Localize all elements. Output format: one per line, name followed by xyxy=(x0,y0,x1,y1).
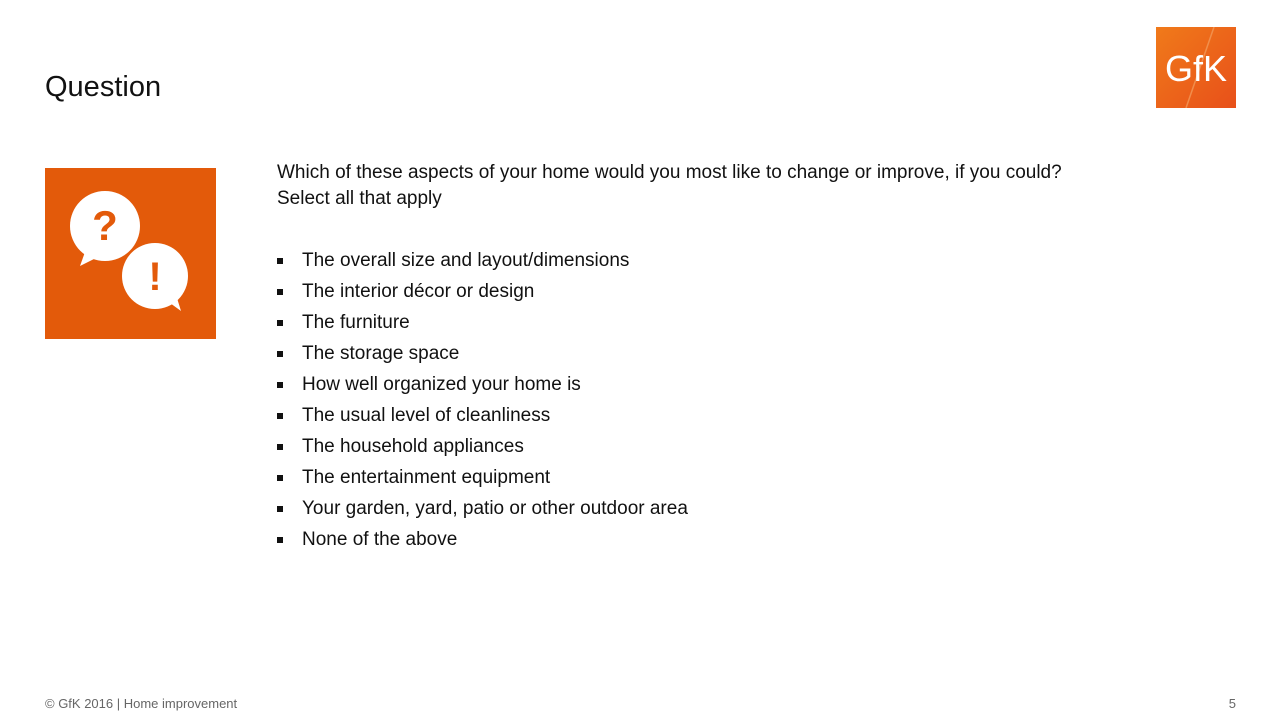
list-item xyxy=(277,434,688,465)
list-item xyxy=(277,248,688,279)
page-number: 5 xyxy=(1228,696,1236,711)
bullet-icon xyxy=(277,258,283,264)
question-line-2: Select all that apply xyxy=(277,188,442,209)
slide-title: Question xyxy=(45,71,162,103)
question-text xyxy=(277,160,1237,212)
list-item xyxy=(277,341,688,372)
bullet-icon xyxy=(277,382,283,388)
bullet-icon xyxy=(277,289,283,295)
answer-options-list xyxy=(277,248,688,558)
svg-text:!: ! xyxy=(148,255,162,299)
list-item xyxy=(277,403,688,434)
question-icon-box xyxy=(45,168,216,339)
bullet-icon xyxy=(277,475,283,481)
option-label: The interior décor or design xyxy=(302,281,535,302)
bullet-icon xyxy=(277,506,283,512)
list-item xyxy=(277,372,688,403)
slide-footer: © GfK 2016 | Home improvement xyxy=(45,696,238,711)
list-item xyxy=(277,465,688,496)
logo-text: GfK xyxy=(1164,48,1228,89)
option-label: Your garden, yard, patio or other outdoor area xyxy=(302,498,688,519)
option-label: None of the above xyxy=(302,529,458,550)
list-item xyxy=(277,527,688,558)
option-label: The overall size and layout/dimensions xyxy=(302,250,630,271)
question-exclamation-speech-bubbles-icon xyxy=(45,168,216,339)
option-label: The entertainment equipment xyxy=(302,467,551,488)
bullet-icon xyxy=(277,320,283,326)
option-label: The furniture xyxy=(302,312,410,333)
option-label: The household appliances xyxy=(302,436,524,457)
bullet-icon xyxy=(277,351,283,357)
bullet-icon xyxy=(277,444,283,450)
svg-text:?: ? xyxy=(92,202,118,249)
option-label: How well organized your home is xyxy=(302,374,581,395)
option-label: The storage space xyxy=(302,343,460,364)
list-item xyxy=(277,310,688,341)
gfk-logo xyxy=(1156,27,1236,108)
option-label: The usual level of cleanliness xyxy=(302,405,551,426)
list-item xyxy=(277,496,688,527)
bullet-icon xyxy=(277,537,283,543)
bullet-icon xyxy=(277,413,283,419)
list-item xyxy=(277,279,688,310)
question-line-1: Which of these aspects of your home would you most like to change or improve, if you could? xyxy=(277,162,1062,183)
